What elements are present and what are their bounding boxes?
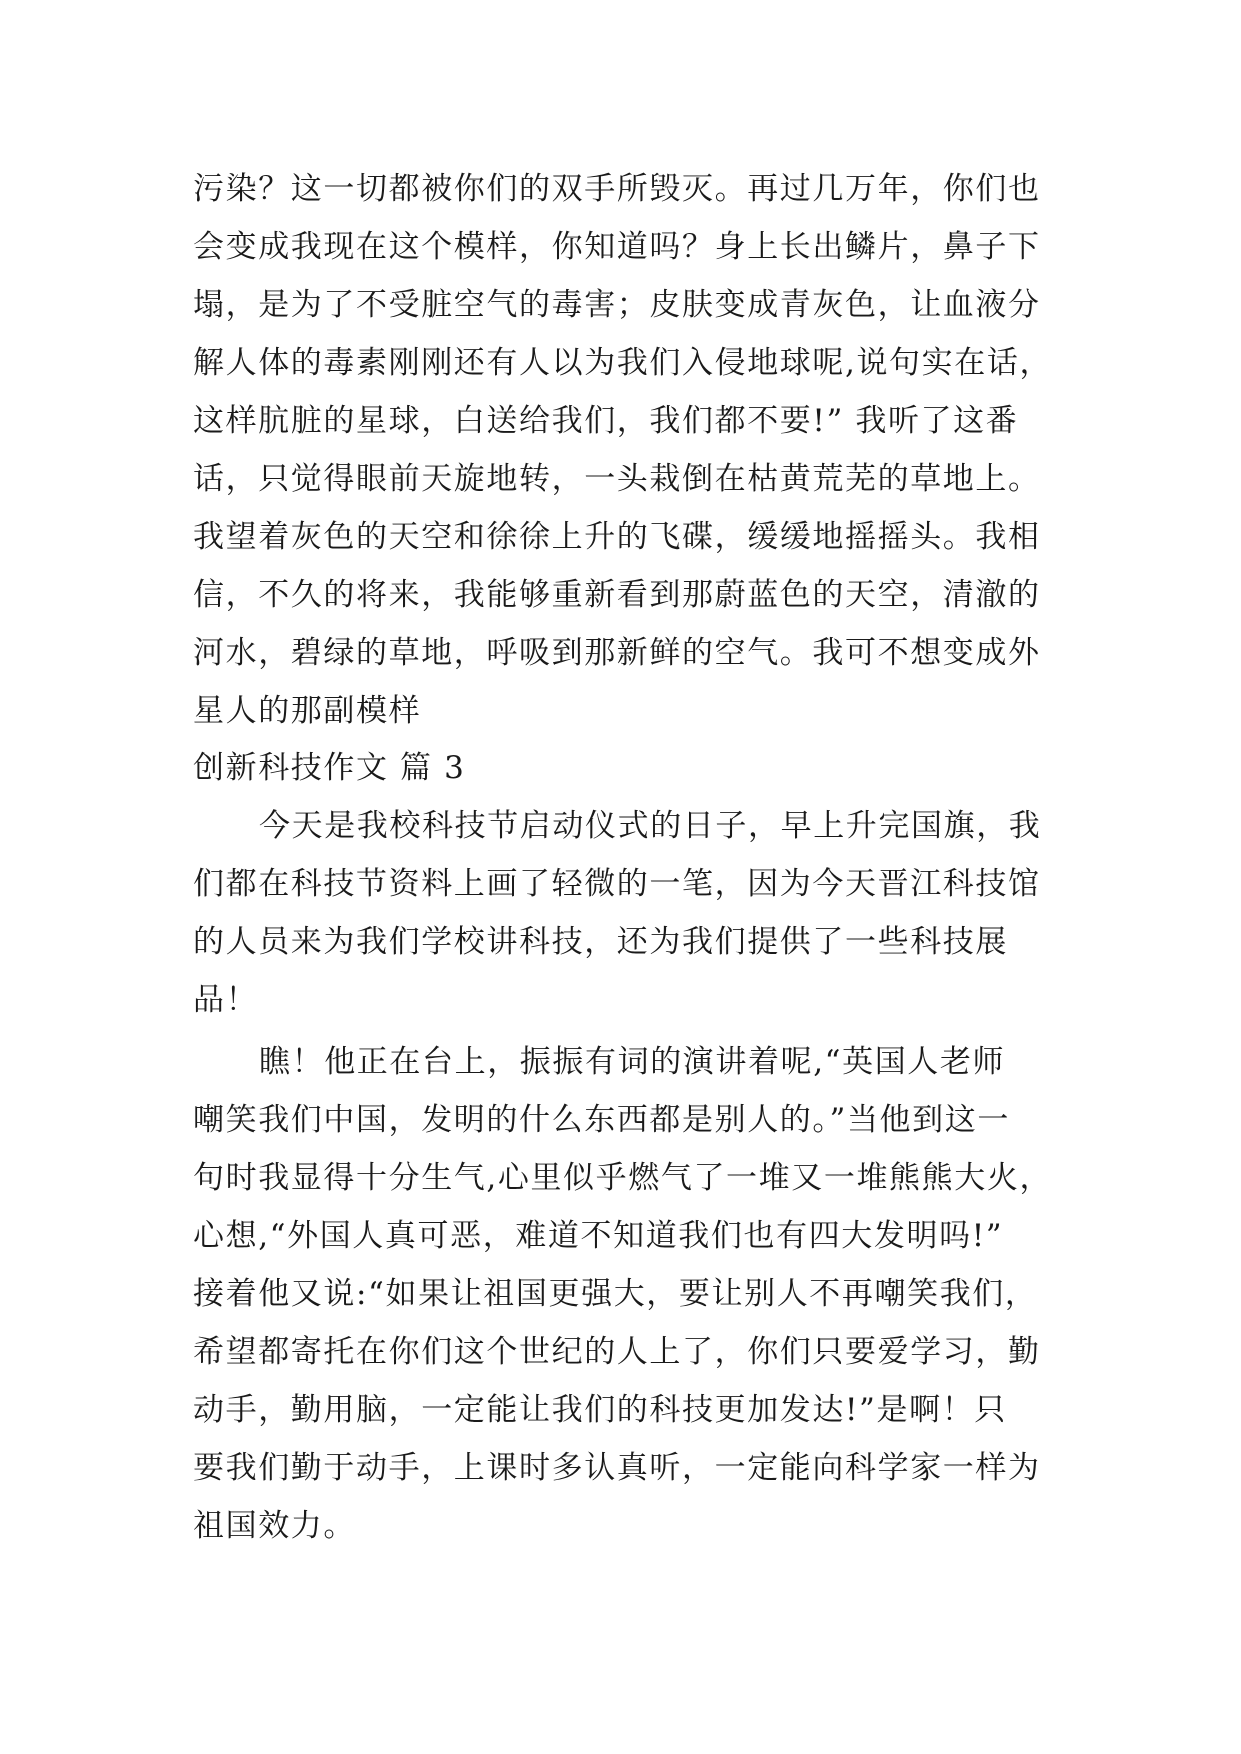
text-line: 句时我显得十分生气,心里似乎燃气了一堆又一堆熊熊大火， (193, 1160, 1053, 1196)
text-line: 我望着灰色的天空和徐徐上升的飞碟，缓缓地摇摇头。我相 (193, 519, 1041, 555)
text-line: 信，不久的将来，我能够重新看到那蔚蓝色的天空，清澈的 (193, 577, 1041, 613)
text-line: 们都在科技节资料上画了轻微的一笔，因为今天晋江科技馆 (193, 866, 1041, 902)
text-line: 话，只觉得眼前天旋地转，一头栽倒在枯黄荒芜的草地上。 (193, 461, 1041, 497)
text-line: 今天是我校科技节启动仪式的日子，早上升完国旗，我 (259, 808, 1042, 844)
section-heading: 创新科技作文 篇 3 (193, 750, 466, 786)
document-body (193, 160, 1073, 1555)
text-line: 接着他又说:“如果让祖国更强大，要让别人不再嘲笑我们， (193, 1276, 1038, 1312)
text-line: 的人员来为我们学校讲科技，还为我们提供了一些科技展 (193, 924, 1008, 960)
text-line: 希望都寄托在你们这个世纪的人上了，你们只要爱学习，勤 (193, 1334, 1041, 1370)
text-line: 品！ (193, 982, 259, 1018)
text-line: 解人体的毒素刚刚还有人以为我们入侵地球呢,说句实在话， (193, 345, 1053, 381)
text-line: 心想,“外国人真可恶，难道不知道我们也有四大发明吗!” (193, 1218, 1004, 1254)
text-line: 塌，是为了不受脏空气的毒害；皮肤变成青灰色，让血液分 (193, 287, 1041, 323)
paragraph-1 (193, 797, 1073, 1029)
text-line: 要我们勤于动手，上课时多认真听，一定能向科学家一样为 (193, 1450, 1041, 1486)
paragraph-2 (193, 1033, 1073, 1555)
intro-paragraph (193, 160, 1073, 740)
text-line: 嘲笑我们中国，发明的什么东西都是别人的。”当他到这一 (193, 1102, 1010, 1138)
text-line: 河水，碧绿的草地，呼吸到那新鲜的空气。我可不想变成外 (193, 635, 1041, 671)
text-line: 动手，勤用脑，一定能让我们的科技更加发达!”是啊！只 (193, 1392, 1007, 1428)
text-line: 污染？这一切都被你们的双手所毁灭。再过几万年，你们也 (193, 171, 1041, 207)
text-line: 瞧！他正在台上，振振有词的演讲着呢,“英国人老师 (259, 1044, 1006, 1080)
text-line: 这样肮脏的星球，白送给我们，我们都不要!” 我听了这番 (193, 403, 1019, 439)
text-line: 星人的那副模样 (193, 693, 422, 729)
text-line: 祖国效力。 (193, 1508, 356, 1544)
text-line: 会变成我现在这个模样，你知道吗？身上长出鳞片，鼻子下 (193, 229, 1041, 265)
